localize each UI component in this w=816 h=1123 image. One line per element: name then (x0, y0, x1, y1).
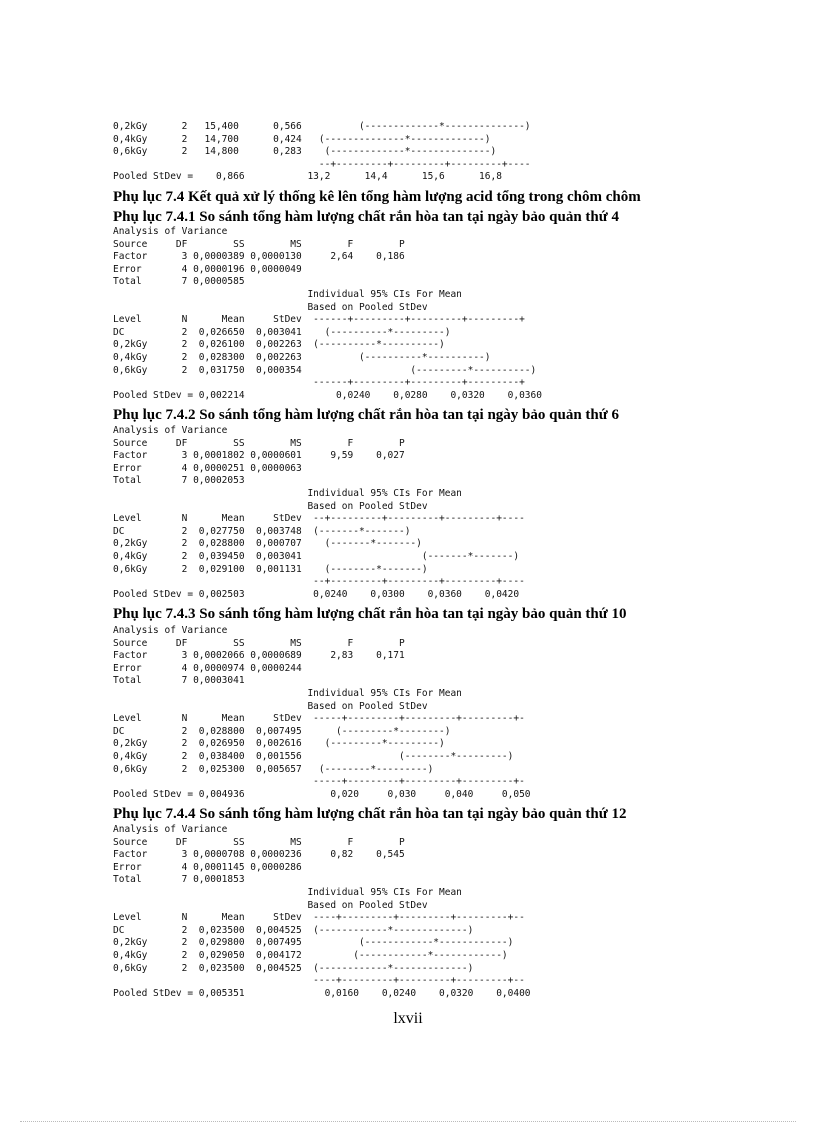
section-heading-7-4-2: Phụ lục 7.4.2 So sánh tổng hàm lượng chất rắn hòa tan tại ngày bảo quản thứ 6 (113, 407, 620, 423)
section-heading-7-4-4: Phụ lục 7.4.4 So sánh tổng hàm lượng chất rắn hòa tan tại ngày bảo quản thứ 12 (113, 806, 627, 822)
minitab-output-7-4-2: Analysis of Variance Source DF SS MS F P Factor 3 0,0001802 0,0000601 9,59 0,027 Error 4 0,0000251 0,0000063 Total 7 0,0002053 Individual 95% CIs For Mean Based on Pooled StDev Level N Mean StDev --+---------+---------+---------+---- DC 2 0,027750 0,003748 (-------*-------) 0,2kGy 2 0,028800 0,000707 (-------*-------) 0,4kGy 2 0,039450 0,003041 (-------*-------) 0,6kGy 2 0,029100 0,001131 (--------*-------) --+---------+---------+---------+---- Pooled StDev = 0,002503 0,0240 0,0300 0,0360 0,0420 (113, 425, 525, 600)
minitab-output-continued: 0,2kGy 2 15,400 0,566 (-------------*--------------) 0,4kGy 2 14,700 0,424 (--------------*-------------) 0,6kGy 2 14,800 0,283 (-------------*--------------) --+---------+---------+---------+---- Pooled StDev = 0,866 13,2 14,4 15,6 16,8 (113, 121, 531, 183)
page-bottom-divider (20, 1121, 796, 1122)
section-heading-7-4-1: Phụ lục 7.4.1 So sánh tổng hàm lượng chất rắn hòa tan tại ngày bảo quản thứ 4 (113, 209, 620, 225)
minitab-output-7-4-1: Analysis of Variance Source DF SS MS F P Factor 3 0,0000389 0,0000130 2,64 0,186 Error 4 0,0000196 0,0000049 Total 7 0,0000585 Individual 95% CIs For Mean Based on Pooled StDev Level N Mean StDev ------+---------+---------+---------+ DC 2 0,026650 0,003041 (----------*---------) 0,2kGy 2 0,026100 0,002263 (----------*----------) 0,4kGy 2 0,028300 0,002263 (----------*----------) 0,6kGy 2 0,031750 0,000354 (---------*----------) ------+---------+---------+---------+ Pooled StDev = 0,002214 0,0240 0,0280 0,0320 0,0360 (113, 226, 542, 401)
page-number: lxvii (393, 1010, 423, 1027)
minitab-output-7-4-3: Analysis of Variance Source DF SS MS F P Factor 3 0,0002066 0,0000689 2,83 0,171 Error 4 0,0000974 0,0000244 Total 7 0,0003041 Individual 95% CIs For Mean Based on Pooled StDev Level N Mean StDev -----+---------+---------+---------+- DC 2 0,028800 0,007495 (---------*--------) 0,2kGy 2 0,026950 0,002616 (---------*---------) 0,4kGy 2 0,038400 0,001556 (--------*---------) 0,6kGy 2 0,025300 0,005657 (--------*---------) -----+---------+---------+---------+- Pooled StDev = 0,004936 0,020 0,030 0,040 0,050 (113, 625, 531, 800)
section-heading-7-4-3: Phụ lục 7.4.3 So sánh tổng hàm lượng chất rắn hòa tan tại ngày bảo quản thứ 10 (113, 606, 627, 622)
minitab-output-7-4-4: Analysis of Variance Source DF SS MS F P Factor 3 0,0000708 0,0000236 0,82 0,545 Error 4 0,0001145 0,0000286 Total 7 0,0001853 Individual 95% CIs For Mean Based on Pooled StDev Level N Mean StDev ----+---------+---------+---------+-- DC 2 0,023500 0,004525 (------------*-------------) 0,2kGy 2 0,029800 0,007495 (------------*------------) 0,4kGy 2 0,029050 0,004172 (------------*------------) 0,6kGy 2 0,023500 0,004525 (------------*-------------) ----+---------+---------+---------+-- Pooled StDev = 0,005351 0,0160 0,0240 0,0320 0,0400 (113, 824, 531, 999)
section-heading-7-4: Phụ lục 7.4 Kết quả xử lý thống kê lên tổng hàm lượng acid tổng trong chôm chôm (113, 189, 641, 205)
